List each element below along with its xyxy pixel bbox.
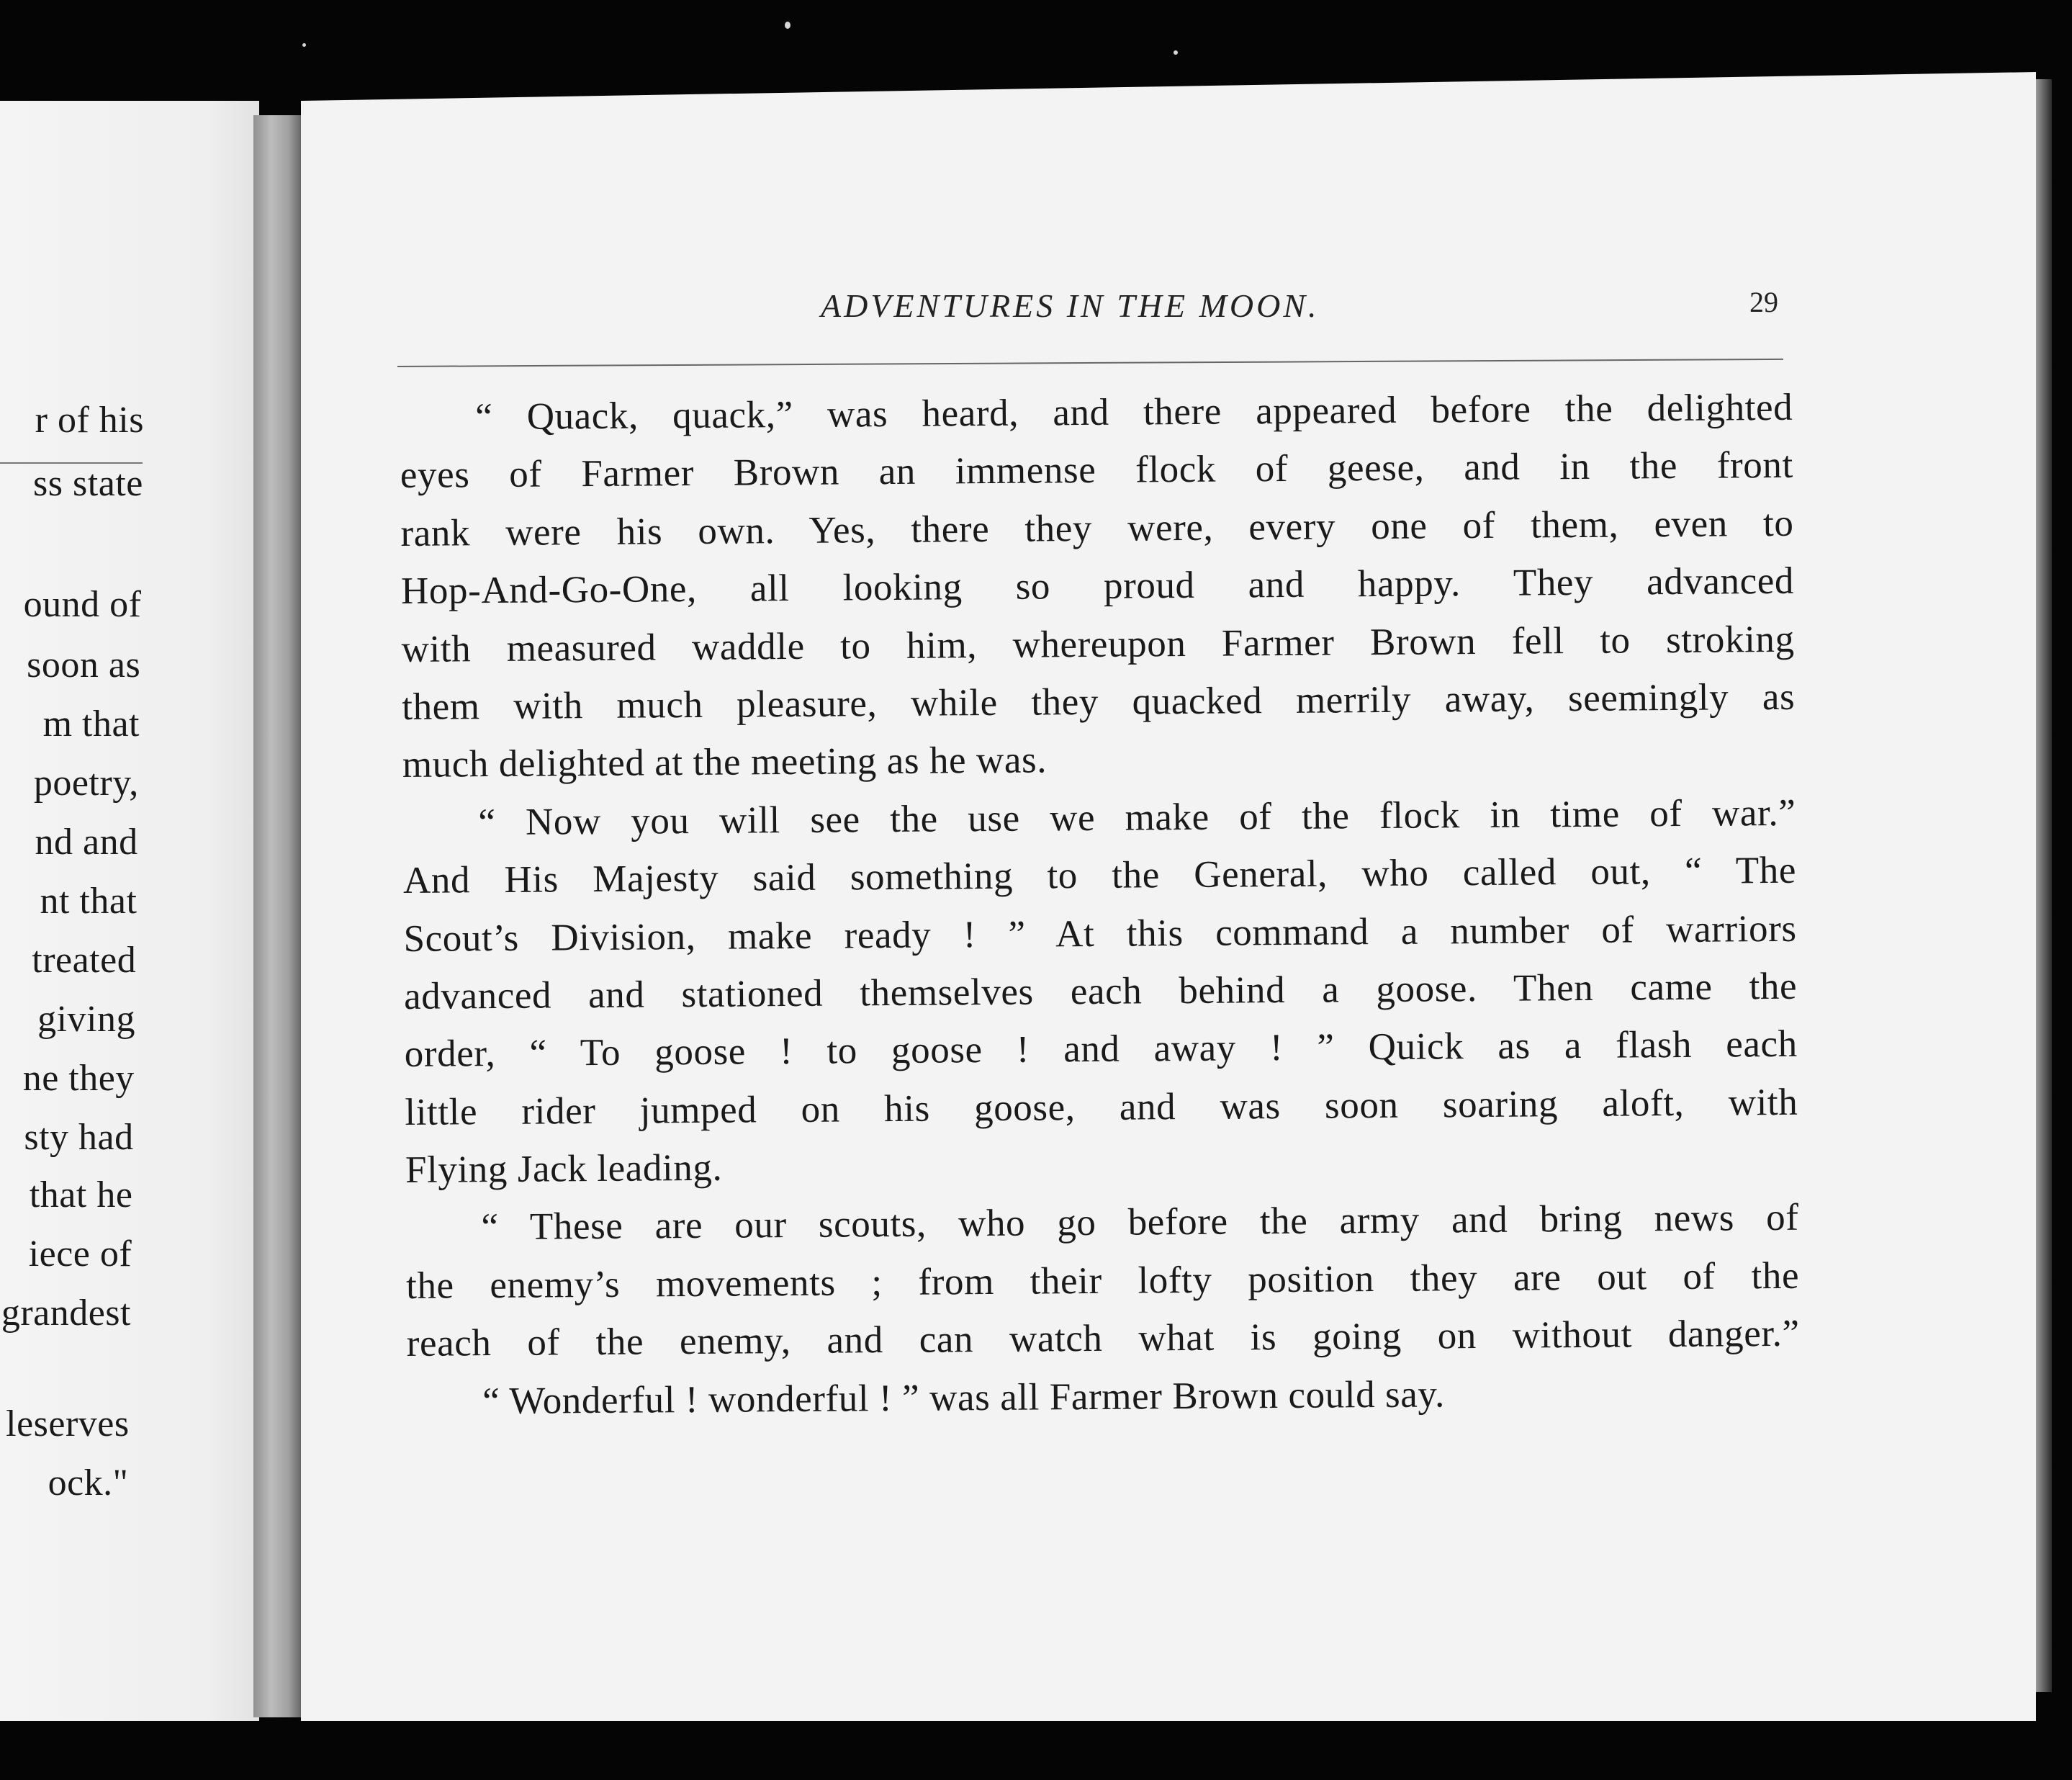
page-number: 29 xyxy=(1749,286,1778,318)
left-page-line: m that xyxy=(42,704,140,745)
book-gutter xyxy=(253,115,304,1717)
text-line: order, “ To goose ! to goose ! and away ! ” Quick as a flash each xyxy=(404,1023,1798,1076)
text-line: Scout’s Division, make ready ! ” At this command a number of warriors xyxy=(403,907,1797,960)
left-page-line: ock." xyxy=(48,1462,129,1503)
left-page-line: grandest xyxy=(1,1293,131,1334)
left-page-line: ound of xyxy=(23,584,142,625)
text-line: “ Quack, quack,” was heard, and there appeared before the delighted xyxy=(475,386,1793,439)
running-head: ADVENTURES IN THE MOON. xyxy=(821,287,1320,324)
text-line: much delighted at the meeting as he was. xyxy=(402,739,1048,786)
text-line: “ Wonderful ! wonderful ! ” was all Farmer Brown could say. xyxy=(482,1373,1446,1422)
left-page xyxy=(0,101,259,1721)
text-line: them with much pleasure, while they quacked merrily away, seemingly as xyxy=(402,675,1796,728)
text-line: “ These are our scouts, who go before the army and bring news of xyxy=(481,1197,1799,1249)
text-line: little rider jumped on his goose, and was soon soaring aloft, with xyxy=(405,1081,1798,1133)
left-page-line: treated xyxy=(32,940,137,981)
left-page-line: giving xyxy=(37,999,135,1040)
dust-speck xyxy=(302,43,306,47)
left-page-line: that he xyxy=(29,1174,133,1215)
text-line: rank were his own. Yes, there they were, every one of them, even to xyxy=(400,502,1794,554)
text-line: Flying Jack leading. xyxy=(405,1146,723,1192)
dust-speck xyxy=(1174,50,1178,55)
body-text xyxy=(400,379,1801,1431)
dust-speck xyxy=(785,22,790,29)
text-line: with measured waddle to him, whereupon Farmer Brown fell to stroking xyxy=(401,618,1795,670)
text-line: reach of the enemy, and can watch what is going on without danger.” xyxy=(406,1313,1800,1365)
left-page-line: nt that xyxy=(40,881,138,922)
text-line: And His Majesty said something to the General, who called out, “ The xyxy=(402,849,1797,902)
left-page-line: ss state xyxy=(33,463,143,504)
left-page-line: r of his xyxy=(35,400,144,441)
left-page-line: leserves xyxy=(6,1403,130,1444)
left-page-line: soon as xyxy=(27,644,141,686)
left-page-line: nd and xyxy=(35,822,138,863)
text-line: “ Now you will see the use we make of the flock in time of war.” xyxy=(478,791,1796,843)
left-page-line: ne they xyxy=(22,1058,135,1099)
text-line: the enemy’s movements ; from their lofty position they are out of the xyxy=(405,1254,1800,1307)
left-page-line: sty had xyxy=(24,1117,134,1158)
left-page-line: iece of xyxy=(28,1233,132,1275)
left-page-line: poetry, xyxy=(33,763,139,804)
text-line: Hop-And-Go-One, all looking so proud and happy. They advanced xyxy=(400,559,1795,613)
text-line: advanced and stationed themselves each behind a goose. Then came the xyxy=(403,965,1798,1017)
text-line: eyes of Farmer Brown an immense flock of geese, and in the front xyxy=(400,444,1794,497)
page-edge xyxy=(2036,79,2052,1692)
